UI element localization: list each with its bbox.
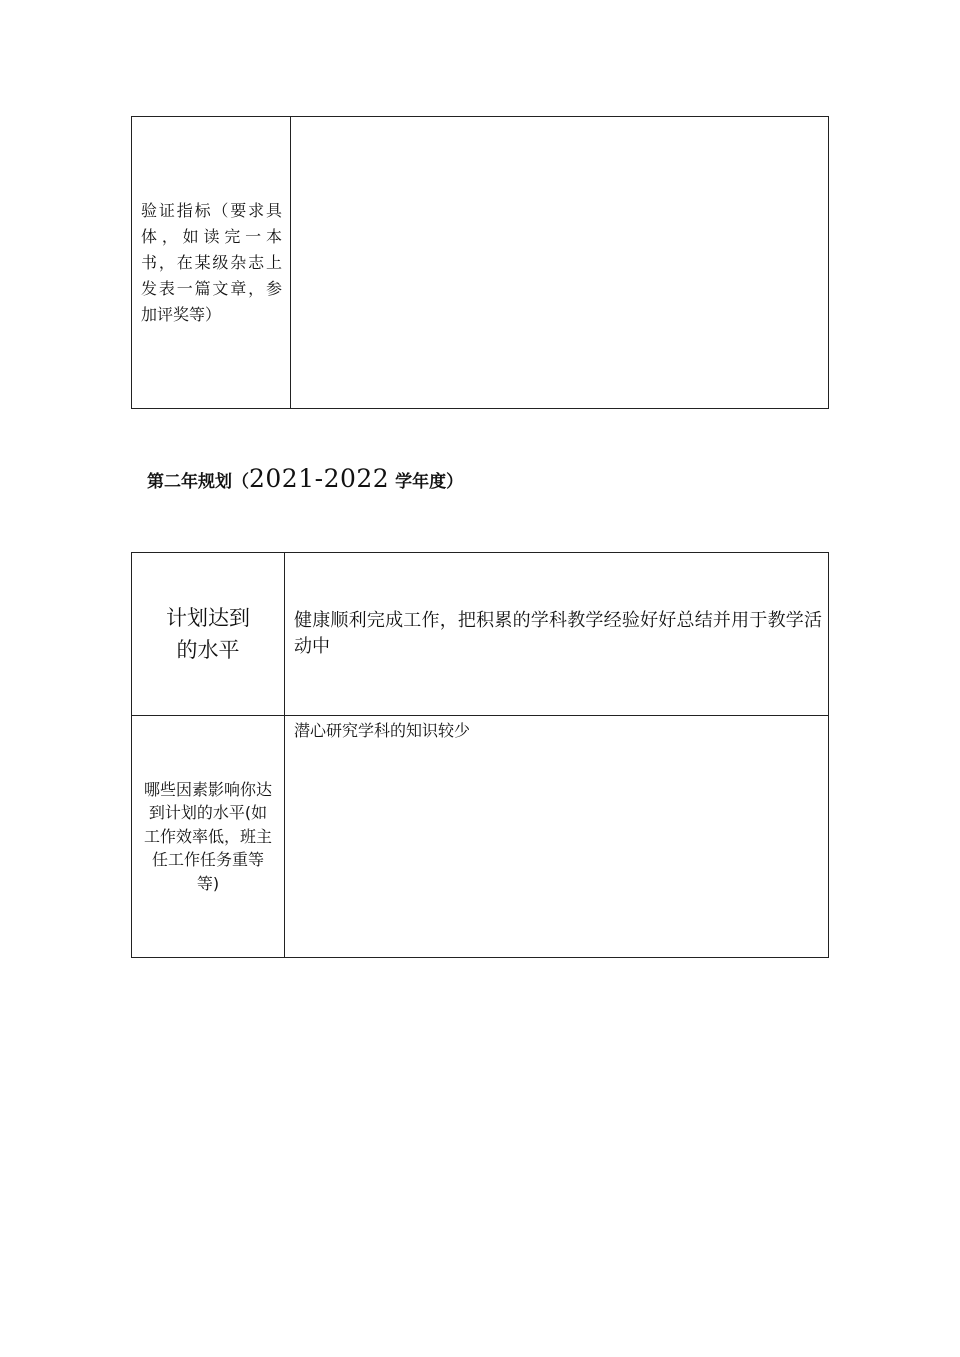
section-title-prefix: 第二年规划（ [147,472,249,492]
section-title-suffix: 学年度） [389,472,464,492]
section-title-year: 2021-2022 [249,464,390,493]
planned-level-label [132,553,285,716]
second-year-plan-table [131,552,829,958]
table-row [132,716,829,958]
planned-level-value: 健康顺利完成工作，把积累的学科教学经验好好总结并用于教学活动中 [285,553,829,716]
verification-table [131,116,829,409]
verification-indicator-label: 验证指标（要求具体，如读完一本书，在某级杂志上发表一篇文章，参加评奖等） [132,117,291,409]
planned-level-label-line1: 计划达到 [166,606,250,630]
table-row [132,553,829,716]
planned-level-label-line2: 的水平 [176,638,240,662]
table-row [132,117,829,409]
influencing-factors-label: 哪些因素影响你达到计划的水平(如工作效率低，班主任工作任务重等等) [132,716,285,958]
section-title [147,462,463,499]
influencing-factors-value: 潜心研究学科的知识较少 [285,716,829,958]
verification-indicator-value [291,117,829,409]
